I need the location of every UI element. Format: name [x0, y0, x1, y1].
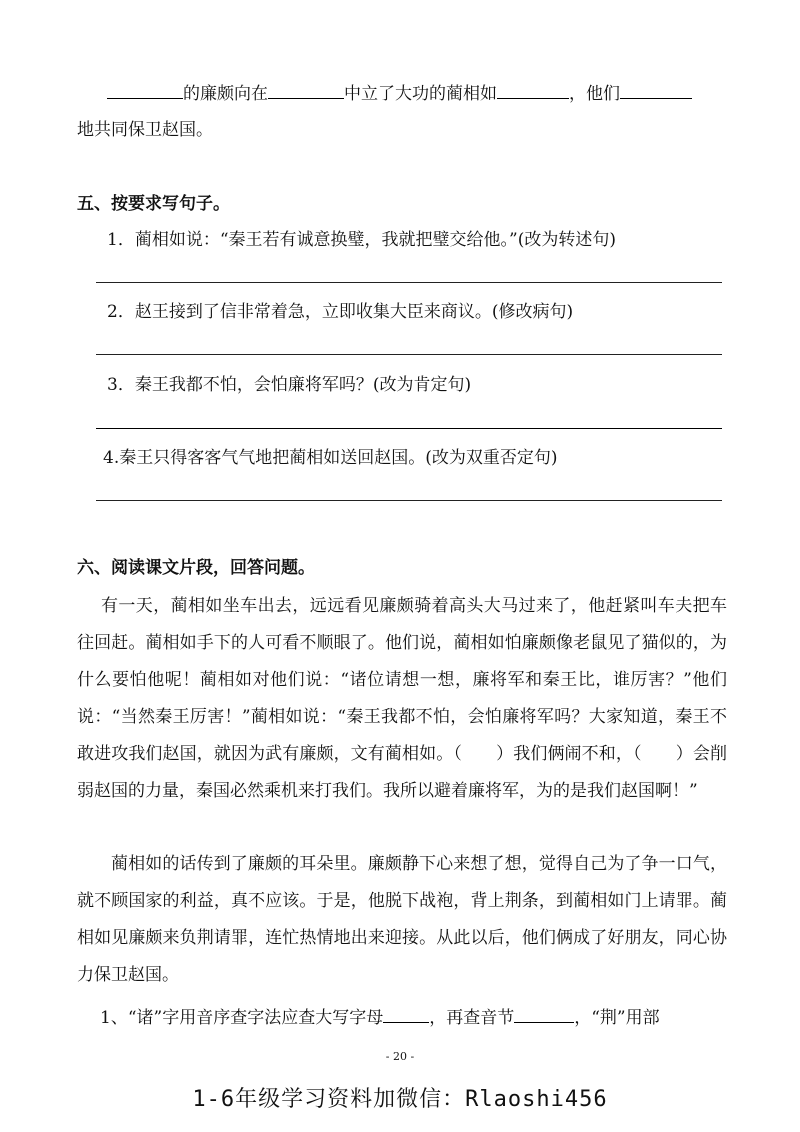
section-five-heading: 五、按要求写句子。: [77, 194, 230, 214]
answer-blank[interactable]: [383, 1004, 429, 1023]
fill-text-1: 的廉颇向在: [183, 84, 268, 104]
fill-text-3: ，他们: [569, 84, 620, 104]
answer-line-4[interactable]: [96, 500, 722, 501]
question-item-1: 1．蔺相如说：“秦王若有诚意换璧，我就把璧交给他。”(改为转述句): [107, 230, 616, 250]
footer-watermark-text: 1-6年级学习资料加微信：Rlaoshi456: [192, 1087, 608, 1112]
answer-line-2[interactable]: [96, 354, 722, 355]
q1-text-2: ，再查音节: [429, 1008, 515, 1028]
answer-line-3[interactable]: [96, 428, 722, 429]
section-six-heading: 六、阅读课文片段，回答问题。: [77, 558, 315, 578]
answer-line-1[interactable]: [96, 282, 722, 283]
reading-paragraph-1: 有一天，蔺相如坐车出去，远远看见廉颇骑着高头大马过来了，他赶紧叫车夫把车往回赶。蔺相如手下的人可看不顺眼了。他们说，蔺相如怕廉颇像老鼠见了猫似的，为什么要怕他呢！蔺相如对他们说：“诸位请想一想，廉将军和秦王比，谁厉害？”他们说：“当然秦王厉害！”蔺相如说：“秦王我都不怕，会怕廉将军吗？大家知道，秦王不敢进攻我们赵国，就因为武有廉颇，文有蔺相如。（ ）我们俩闹不和，（ ）会削弱赵国的力量，秦国必然乘机来打我们。我所以避着廉将军，为的是我们赵国啊！”: [77, 596, 727, 801]
answer-blank[interactable]: [514, 1004, 574, 1023]
question-item-4: 4.秦王只得客客气气地把蔺相如送回赵国。(改为双重否定句): [103, 448, 558, 468]
question-item-3: 3．秦王我都不怕，会怕廉将军吗？(改为肯定句): [107, 375, 472, 395]
reading-paragraph-2: 蔺相如的话传到了廉颇的耳朵里。廉颇静下心来想了想，觉得自己为了争一口气，就不顾国家的利益，真不应该。于是，他脱下战袍，背上荆条，到蔺相如门上请罪。蔺相如见廉颇来负荆请罪，连忙热情地出来迎接。从此以后，他们俩成了好朋友，同心协力保卫赵国。: [77, 854, 727, 985]
answer-blank[interactable]: [497, 80, 569, 99]
answer-blank[interactable]: [107, 80, 183, 99]
fill-sentence-line-1: [107, 80, 692, 106]
fill-text-4: 地共同保卫赵国。: [77, 120, 213, 140]
answer-blank[interactable]: [620, 80, 692, 99]
page-number: - 20 -: [385, 1050, 415, 1063]
answer-blank[interactable]: [268, 80, 344, 99]
question-item-2: 2．赵王接到了信非常着急，立即收集大臣来商议。(修改病句): [107, 302, 574, 322]
fill-text-2: 中立了大功的蔺相如: [344, 84, 497, 104]
q1-text-3: ，“荆”用部: [574, 1008, 660, 1028]
q1-text-1: 1、“诸”字用音序查字法应查大写字母: [100, 1008, 384, 1028]
question-1-line: [100, 1004, 660, 1030]
